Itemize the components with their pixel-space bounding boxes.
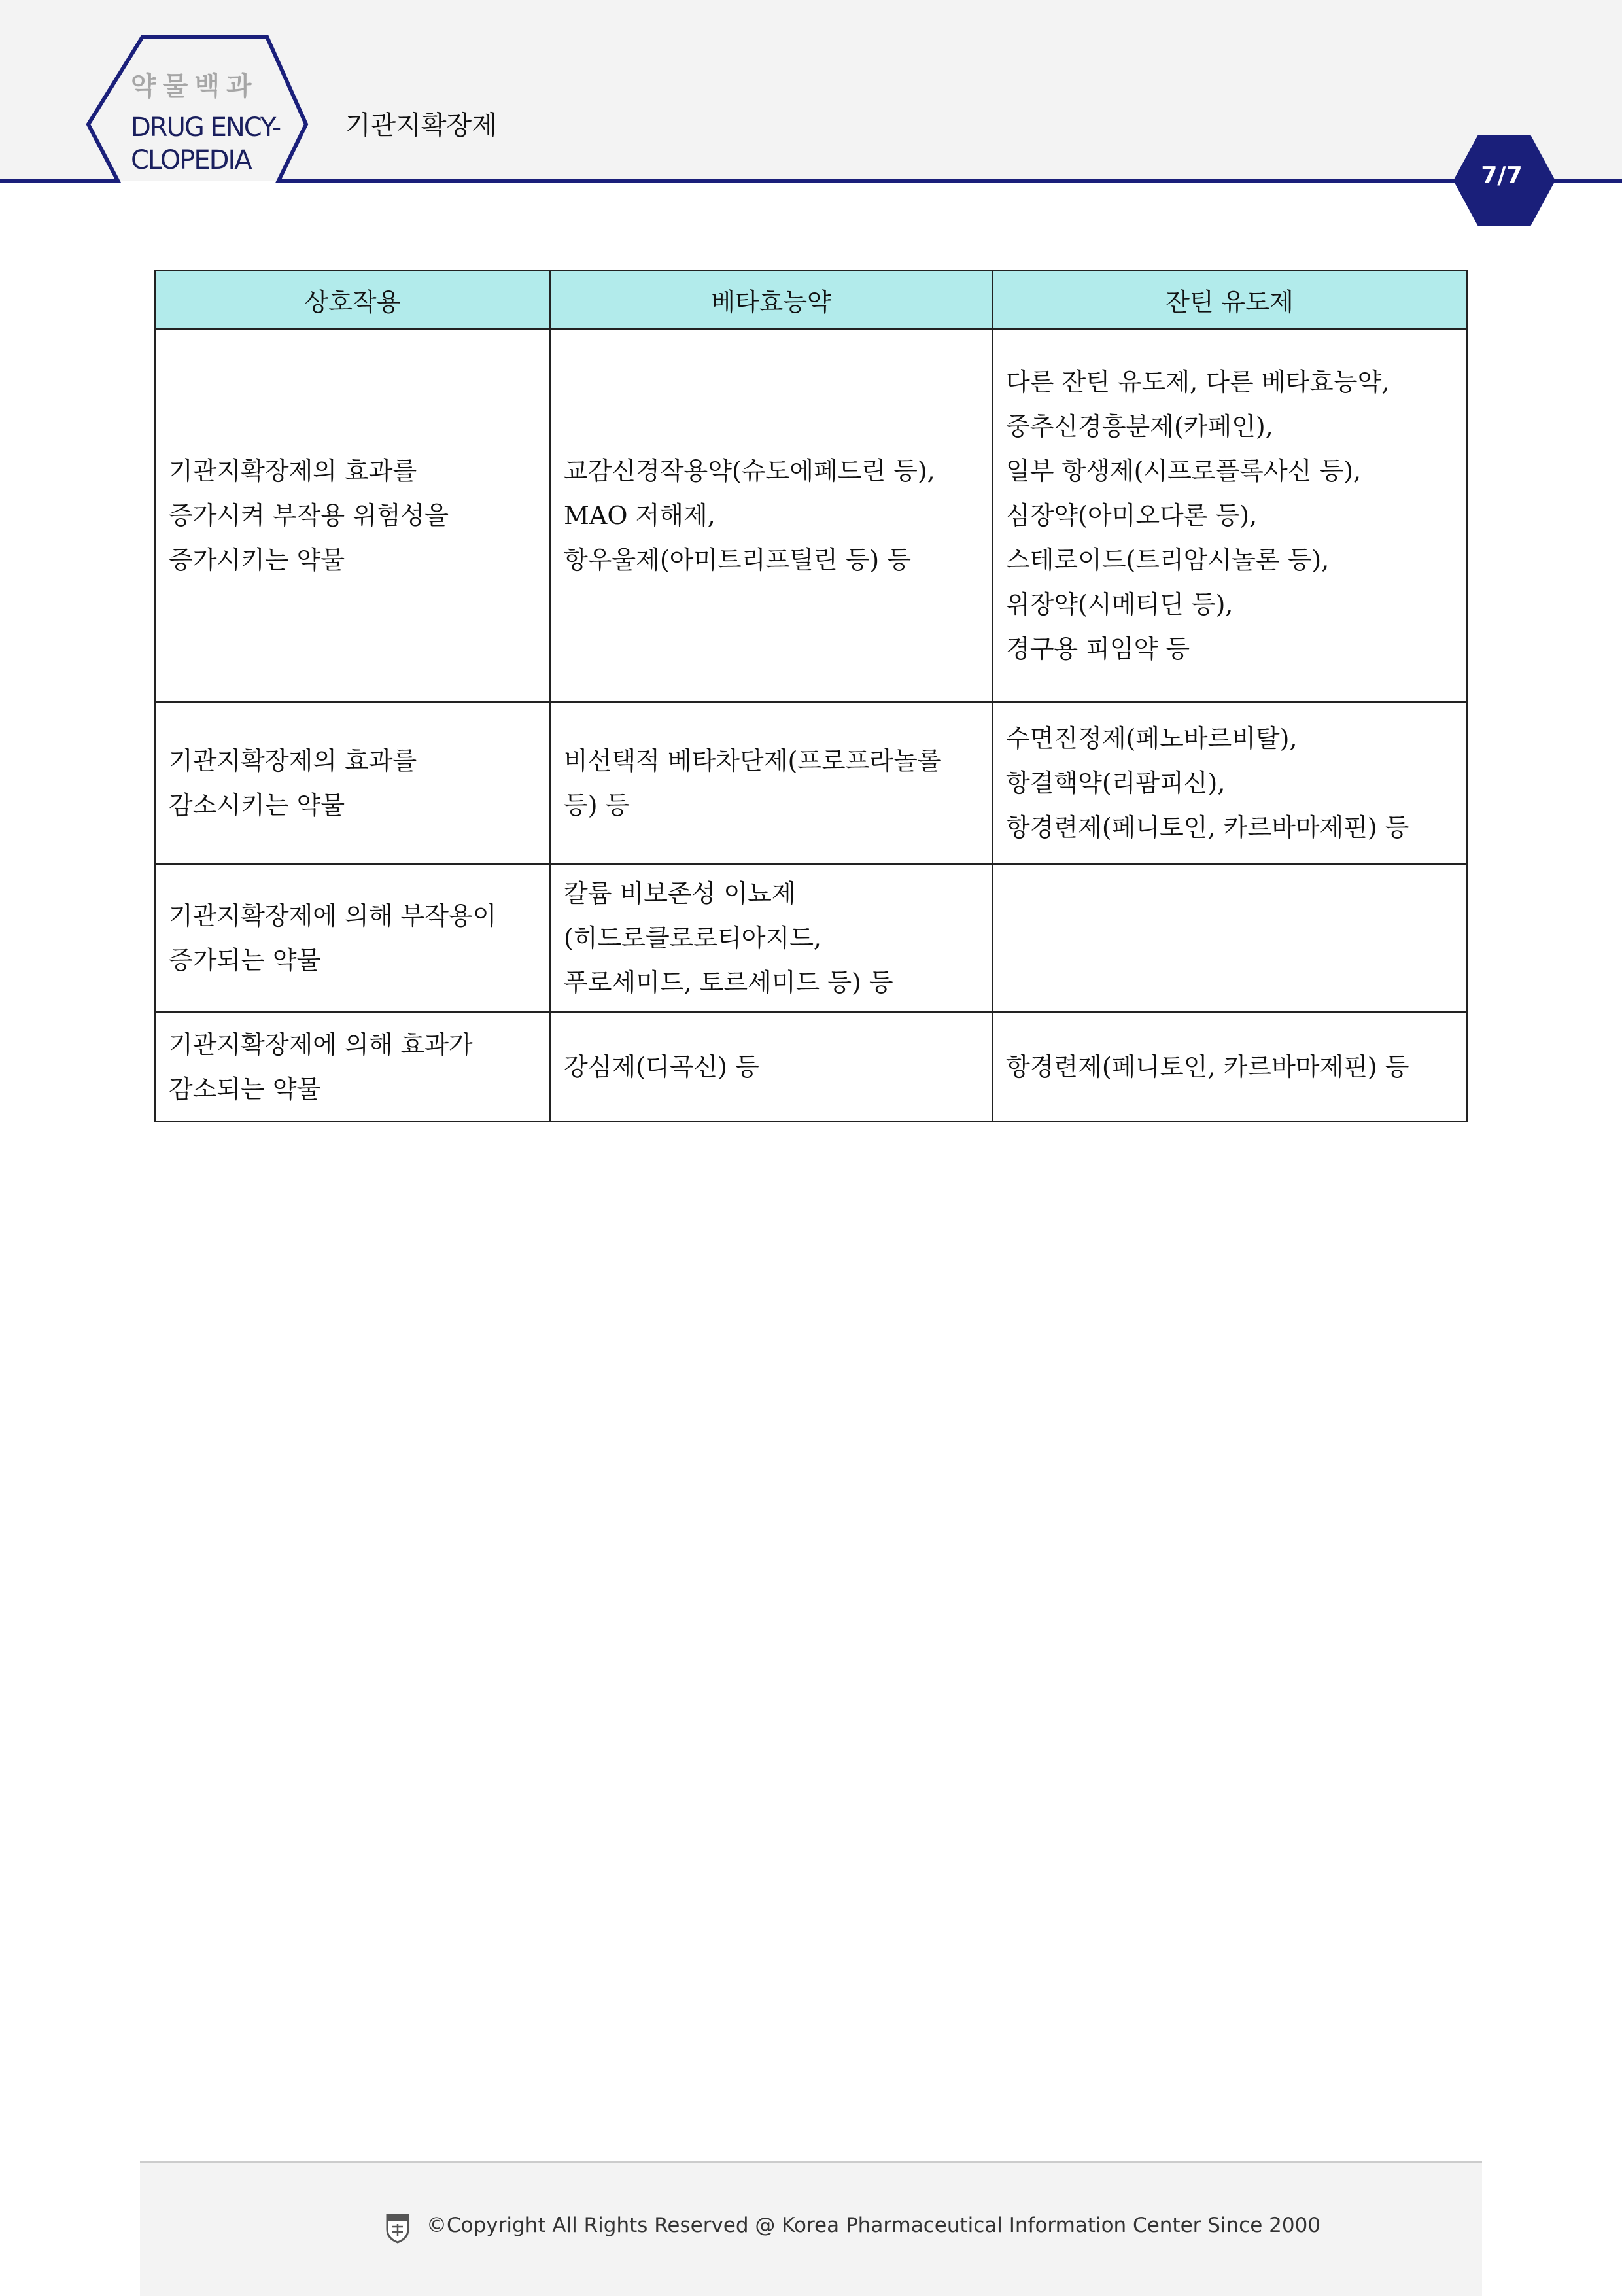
beta-agonist-cell [550, 1012, 992, 1122]
cell-line: 강심제(디곡신) 등 [564, 1052, 759, 1081]
interaction-table [154, 270, 1468, 1122]
xanthine-cell [992, 702, 1467, 864]
cell-line: 일부 항생제(시프로플록사신 등), [1006, 457, 1362, 485]
kpic-shield-icon [385, 2212, 411, 2244]
cell-line: 중추신경흥분제(카페인), [1006, 412, 1273, 441]
table-row [155, 1012, 1467, 1122]
document-title: 기관지확장제 [345, 111, 497, 141]
cell-line: 교감신경작용약(슈도에페드린 등), [564, 457, 935, 485]
cell-line: 칼륨 비보존성 이뇨제 [564, 879, 796, 908]
cell-line: 수면진정제(페노바르비탈), [1006, 724, 1298, 753]
interaction-cell [155, 1012, 550, 1122]
column-header-xanthine: 잔틴 유도제 [992, 270, 1467, 329]
cell-line: 항우울제(아미트리프틸린 등) 등 [564, 546, 912, 574]
cell-line: MAO 저해제, [564, 501, 716, 530]
cell-line: 기관지확장제에 의해 부작용이 [169, 901, 497, 930]
xanthine-cell [992, 329, 1467, 702]
cell-line: 푸로세미드, 토르세미드 등) 등 [564, 968, 893, 997]
cell-line: 심장약(아미오다론 등), [1006, 501, 1258, 530]
cell-line: 스테로이드(트리암시놀론 등), [1006, 546, 1330, 574]
table-row [155, 864, 1467, 1012]
interaction-cell [155, 702, 550, 864]
xanthine-cell-empty [992, 864, 1467, 1012]
cell-line: 항경련제(페니토인, 카르바마제핀) 등 [1006, 813, 1409, 842]
cell-line: (히드로클로로티아지드, [564, 924, 821, 952]
cell-line: 위장약(시메티딘 등), [1006, 590, 1234, 619]
beta-agonist-cell [550, 702, 992, 864]
cell-line: 항결핵약(리팜피신), [1006, 769, 1226, 797]
copyright-text: ©Copyright All Rights Reserved @ Korea Pharmaceutical Information Center Since 2000 [426, 2214, 1321, 2237]
cell-line: 감소시키는 약물 [169, 791, 345, 820]
table-row [155, 329, 1467, 702]
cell-line: 기관지확장제에 의해 효과가 [169, 1030, 473, 1059]
cell-line: 비선택적 베타차단제(프로프라놀롤 [564, 746, 942, 775]
cell-line: 기관지확장제의 효과를 [169, 457, 417, 485]
xanthine-cell [992, 1012, 1467, 1122]
interaction-cell [155, 864, 550, 1012]
column-header-beta-agonist: 베타효능약 [550, 270, 992, 329]
logo-english [131, 111, 301, 177]
beta-agonist-cell [550, 329, 992, 702]
cell-line: 기관지확장제의 효과를 [169, 746, 417, 775]
logo-english-line2: CLOPEDIA [131, 145, 251, 175]
logo-korean: 약물백과 [131, 71, 258, 101]
cell-line: 증가시켜 부작용 위험성을 [169, 501, 449, 530]
page-number: 7/7 [1481, 162, 1523, 189]
logo-english-line1: DRUG ENCY- [131, 113, 281, 143]
table-header-row [155, 270, 1467, 329]
beta-agonist-cell [550, 864, 992, 1012]
cell-line: 등) 등 [564, 791, 630, 820]
table-row [155, 702, 1467, 864]
cell-line: 증가시키는 약물 [169, 546, 345, 574]
cell-line: 항경련제(페니토인, 카르바마제핀) 등 [1006, 1052, 1409, 1081]
cell-line: 감소되는 약물 [169, 1075, 321, 1104]
cell-line: 경구용 피임약 등 [1006, 635, 1190, 663]
cell-line: 증가되는 약물 [169, 946, 321, 975]
cell-line: 다른 잔틴 유도제, 다른 베타효능약, [1006, 368, 1390, 396]
interaction-cell [155, 329, 550, 702]
column-header-interaction: 상호작용 [155, 270, 550, 329]
